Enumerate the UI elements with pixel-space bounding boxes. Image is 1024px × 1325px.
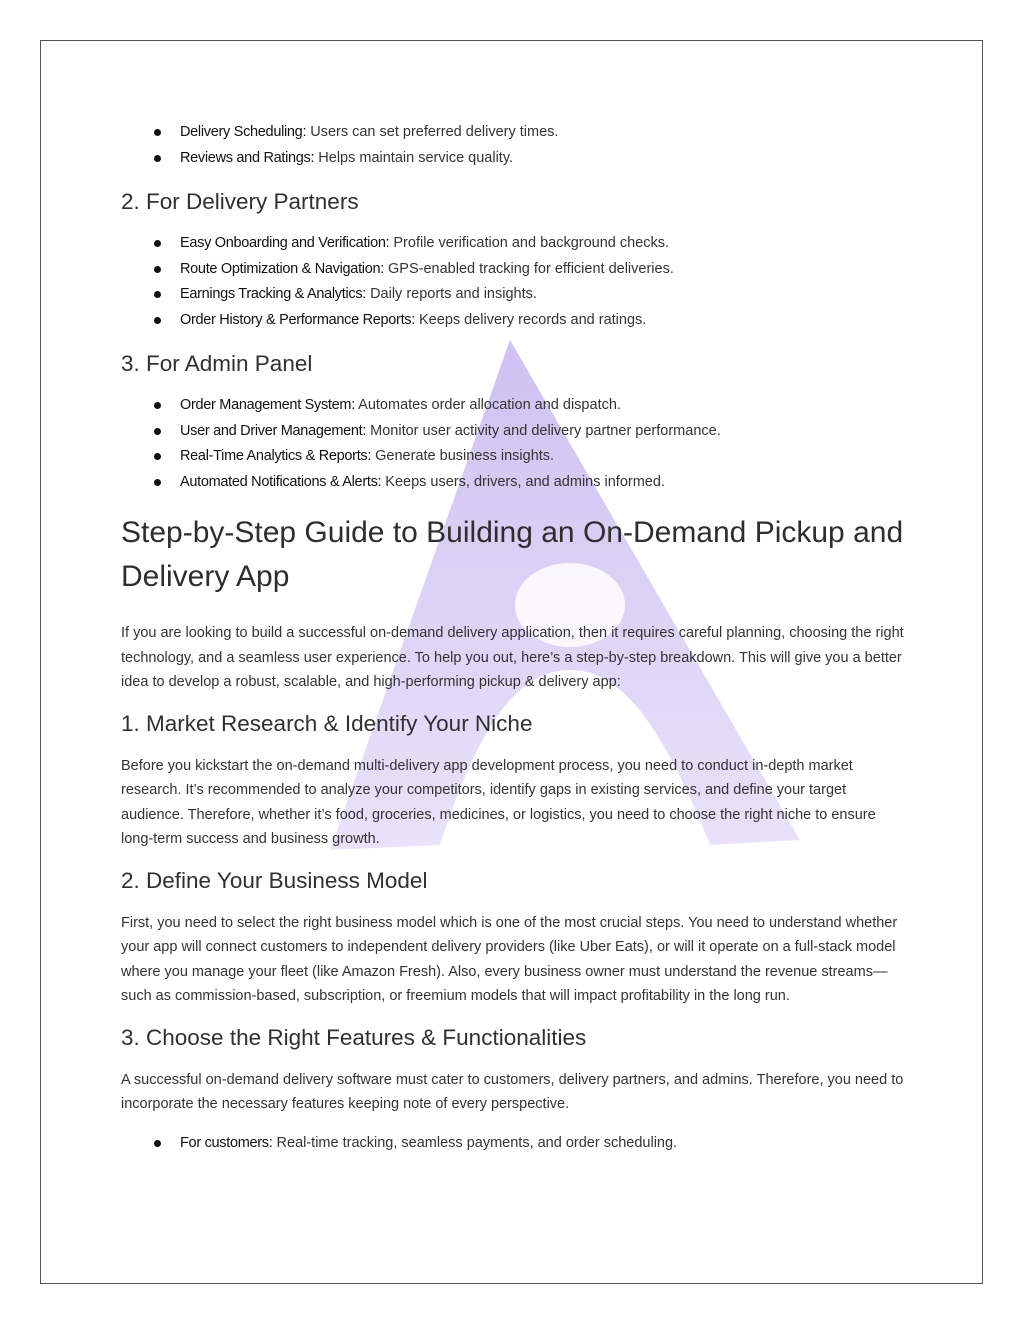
list-item [121, 308, 911, 334]
step1-heading: 1. Market Research & Identify Your Niche [121, 710, 533, 736]
list-item [121, 282, 911, 308]
list-item [121, 419, 911, 445]
list-item [121, 393, 911, 419]
feature-desc: Real-time tracking, seamless payments, and order scheduling. [272, 1134, 678, 1151]
document-content [121, 120, 911, 1156]
feature-term: Real-Time Analytics & Reports: [180, 448, 372, 464]
partner-features-list [121, 231, 911, 333]
feature-term: Order History & Performance Reports: [180, 311, 415, 328]
feature-term: Delivery Scheduling: [180, 124, 307, 140]
feature-desc: Users can set preferred delivery times. [306, 124, 559, 140]
section-heading-admin: 3. For Admin Panel [121, 351, 313, 376]
list-item [121, 1131, 911, 1157]
guide-title [121, 511, 911, 599]
list-item [121, 231, 911, 257]
feature-term: Automated Notifications & Alerts: [180, 473, 382, 490]
list-item [121, 444, 911, 470]
admin-features-list [121, 393, 911, 495]
feature-term: Easy Onboarding and Verification: [180, 235, 390, 251]
step3-heading: 3. Choose the Right Features & Functionalities [121, 1024, 587, 1050]
guide-intro: If you are looking to build a successful on-demand delivery application, then it requires careful planning, choosing the right technology, and a seamless user experience. To help you out, here’s a step-by-step breakdown. This will give you a better idea to develop a robust, scalable, and high-performing pickup & delivery app: [121, 625, 904, 690]
step3-features-list [121, 1131, 911, 1157]
list-item [121, 120, 911, 146]
feature-desc: Keeps delivery records and ratings. [414, 311, 647, 328]
feature-desc: GPS-enabled tracking for efficient deliveries. [383, 260, 674, 277]
feature-term: Reviews and Ratings: [180, 149, 315, 166]
feature-desc: Automates order allocation and dispatch. [354, 397, 621, 413]
feature-term: Earnings Tracking & Analytics: [180, 286, 367, 302]
feature-desc: Generate business insights. [371, 448, 555, 464]
feature-desc: Keeps users, drivers, and admins informed. [381, 473, 665, 490]
step2-heading: 2. Define Your Business Model [121, 867, 428, 893]
step1-body: Before you kickstart the on-demand multi-delivery app development process, you need to conduct in-depth market research. It’s recommended to analyze your competitors, identify gaps in existing services, and define your target audience. Therefore, whether it’s food, groceries, medicines, or logistics, you need to choose the right niche to ensure long-term success and business growth. [121, 757, 876, 847]
list-item [121, 470, 911, 496]
step2-body: First, you need to select the right business model which is one of the most crucial steps. You need to understand whether your app will connect customers to independent delivery providers (like Uber Eats), or will it operate on a full-stack model where you manage your fleet (like Amazon Fresh). Also, every business owner must understand the revenue streams—such as commission-based, subscription, or freemium models that will impact profitability in the long run. [121, 914, 898, 1004]
feature-desc: Helps maintain service quality. [314, 149, 514, 166]
step3-body: A successful on-demand delivery software must cater to customers, delivery partners, and admins. Therefore, you need to incorporate the necessary features keeping note of every perspective. [121, 1071, 904, 1112]
customer-features-list [121, 120, 911, 171]
feature-term: Route Optimization & Navigation: [180, 260, 384, 277]
guide-title-line2: Delivery App [121, 560, 290, 593]
guide-title-line1: Step-by-Step Guide to Building an On-Demand Pickup and [121, 516, 904, 549]
list-item [121, 146, 911, 172]
feature-desc: Daily reports and insights. [366, 286, 537, 302]
feature-term: For customers: [180, 1134, 273, 1151]
feature-desc: Monitor user activity and delivery partner performance. [366, 422, 721, 439]
list-item [121, 257, 911, 283]
feature-term: User and Driver Management: [180, 422, 367, 439]
feature-term: Order Management System: [180, 397, 355, 413]
feature-desc: Profile verification and background checks. [389, 235, 670, 251]
section-heading-partners: 2. For Delivery Partners [121, 189, 359, 214]
